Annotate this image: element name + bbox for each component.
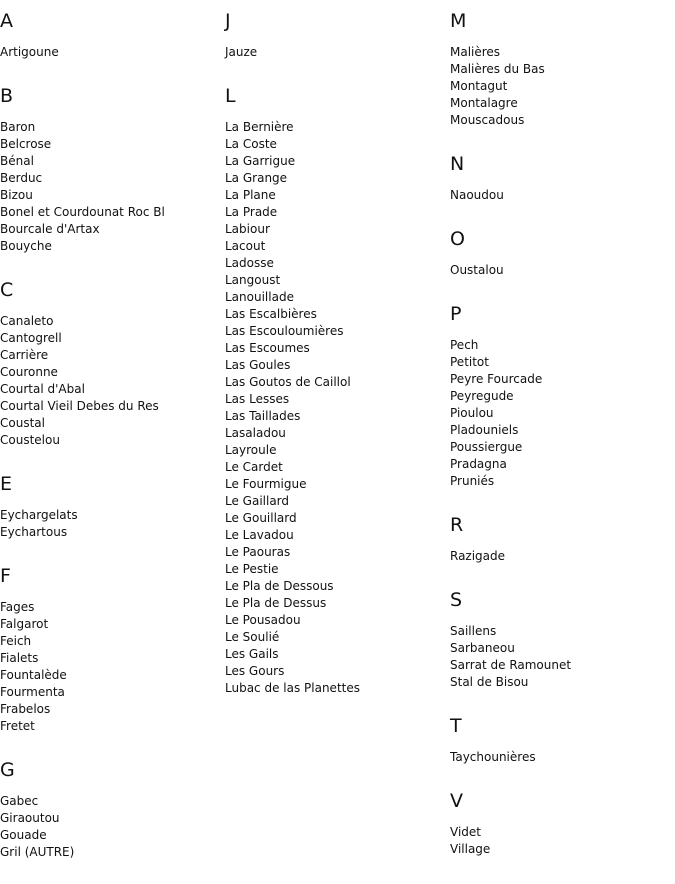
place-link[interactable]: Montagut — [450, 79, 508, 93]
place-link[interactable]: Le Cardet — [225, 460, 283, 474]
entry-list — [450, 623, 675, 691]
letter-heading: O — [450, 228, 465, 250]
letter-heading: V — [450, 790, 463, 812]
place-link[interactable]: Ladosse — [225, 256, 274, 270]
place-link[interactable]: Peyregude — [450, 389, 514, 403]
place-link[interactable]: Mouscadous — [450, 113, 525, 127]
place-link[interactable]: Berduc — [0, 171, 43, 185]
letter-group — [450, 789, 675, 858]
place-link[interactable]: Courtal Vieil Debes du Res — [0, 399, 159, 413]
entry-list — [450, 337, 675, 490]
place-link[interactable]: Lubac de las Planettes — [225, 681, 360, 695]
place-link[interactable]: Coustelou — [0, 433, 60, 447]
place-link[interactable]: Sarbaneou — [450, 641, 515, 655]
entry-list — [450, 187, 675, 204]
place-link[interactable]: Falgarot — [0, 617, 49, 631]
letter-heading: P — [450, 303, 462, 325]
letter-group — [450, 302, 675, 490]
place-link[interactable]: Las Escouloumières — [225, 324, 344, 338]
letter-heading: N — [450, 153, 465, 175]
place-link[interactable]: Frabelos — [0, 702, 51, 716]
place-link[interactable]: Village — [450, 842, 491, 856]
place-link[interactable]: Pech — [450, 338, 479, 352]
place-link[interactable]: Saillens — [450, 624, 497, 638]
place-link[interactable]: Las Escoumes — [225, 341, 310, 355]
entry-list — [0, 599, 225, 735]
letter-group — [450, 714, 675, 766]
entry-list — [225, 119, 450, 697]
place-link[interactable]: Carrière — [0, 348, 49, 362]
place-link[interactable]: Gabec — [0, 794, 39, 808]
place-link[interactable]: La Plane — [225, 188, 276, 202]
place-link[interactable]: Giraoutou — [0, 811, 60, 825]
place-link[interactable]: Las Escalbières — [225, 307, 317, 321]
index-column-1 — [0, 9, 225, 884]
letter-heading: E — [0, 473, 13, 495]
place-link[interactable]: Bénal — [0, 154, 34, 168]
place-link[interactable]: Le Lavadou — [225, 528, 294, 542]
place-link[interactable]: La Garrigue — [225, 154, 296, 168]
entry-list — [0, 44, 225, 61]
place-link[interactable]: La Grange — [225, 171, 288, 185]
letter-group — [225, 84, 450, 697]
place-link[interactable]: Pradagna — [450, 457, 507, 471]
letter-group — [225, 9, 450, 61]
place-link[interactable]: Poussiergue — [450, 440, 523, 454]
place-link[interactable]: Feich — [0, 634, 32, 648]
place-link[interactable]: Le Fourmigue — [225, 477, 307, 491]
place-link[interactable]: Malières du Bas — [450, 62, 545, 76]
place-link[interactable]: Bizou — [0, 188, 33, 202]
place-link[interactable]: Le Pla de Dessus — [225, 596, 327, 610]
letter-group — [0, 84, 225, 255]
letter-heading: M — [450, 10, 467, 32]
place-link[interactable]: Le Pla de Dessous — [225, 579, 334, 593]
place-link[interactable]: Layroule — [225, 443, 277, 457]
place-link[interactable]: Le Pestie — [225, 562, 279, 576]
place-link[interactable]: Belcrose — [0, 137, 52, 151]
place-link[interactable]: Les Gours — [225, 664, 285, 678]
letter-heading: R — [450, 514, 464, 536]
place-link[interactable]: Fretet — [0, 719, 35, 733]
place-link[interactable]: Le Gaillard — [225, 494, 290, 508]
place-link[interactable]: Eychargelats — [0, 508, 78, 522]
place-link[interactable]: Petitot — [450, 355, 489, 369]
letter-group — [0, 278, 225, 449]
entry-list — [225, 44, 450, 61]
place-link[interactable]: Bouyche — [0, 239, 52, 253]
place-link[interactable]: Pruniés — [450, 474, 495, 488]
entry-list — [450, 749, 675, 766]
place-link[interactable]: Gril (AUTRE) — [0, 845, 75, 859]
entry-list — [0, 313, 225, 449]
letter-group — [0, 564, 225, 735]
index-column-2 — [225, 9, 450, 720]
entry-list — [450, 44, 675, 129]
place-link[interactable]: Le Paouras — [225, 545, 291, 559]
place-link[interactable]: La Bernière — [225, 120, 294, 134]
place-link[interactable]: Fourmenta — [0, 685, 65, 699]
entry-list — [450, 548, 675, 565]
letter-group — [450, 227, 675, 279]
entry-list — [0, 119, 225, 255]
place-link[interactable]: Le Pousadou — [225, 613, 301, 627]
place-link[interactable]: Peyre Fourcade — [450, 372, 543, 386]
place-link[interactable]: Las Goutos de Caillol — [225, 375, 351, 389]
place-link[interactable]: Jauze — [225, 45, 258, 59]
place-link[interactable]: Les Gails — [225, 647, 279, 661]
place-link[interactable]: La Coste — [225, 137, 277, 151]
place-link[interactable]: La Prade — [225, 205, 278, 219]
place-link[interactable]: Las Goules — [225, 358, 291, 372]
letter-heading: J — [225, 10, 231, 32]
place-link[interactable]: Pladouniels — [450, 423, 519, 437]
letter-heading: B — [0, 85, 14, 107]
place-link[interactable]: Le Soulié — [225, 630, 280, 644]
place-link[interactable]: Fountalède — [0, 668, 67, 682]
place-link[interactable]: Sarrat de Ramounet — [450, 658, 572, 672]
place-link[interactable]: Fialets — [0, 651, 39, 665]
letter-heading: T — [450, 715, 462, 737]
place-link[interactable]: Couronne — [0, 365, 58, 379]
place-link[interactable]: Cantogrell — [0, 331, 62, 345]
letter-heading: F — [0, 565, 11, 587]
entry-list — [450, 824, 675, 858]
letter-heading: C — [0, 279, 14, 301]
place-link[interactable]: Gouade — [0, 828, 47, 842]
entry-list — [0, 793, 225, 861]
place-link[interactable]: Lacout — [225, 239, 266, 253]
place-link[interactable]: Naoudou — [450, 188, 504, 202]
entry-list — [0, 507, 225, 541]
place-link[interactable]: Videt — [450, 825, 481, 839]
place-link[interactable]: Oustalou — [450, 263, 504, 277]
letter-heading: L — [225, 85, 236, 107]
place-link[interactable]: Canaleto — [0, 314, 54, 328]
letter-group — [450, 9, 675, 129]
place-link[interactable]: Bonel et Courdounat Roc Bl — [0, 205, 165, 219]
entry-list — [450, 262, 675, 279]
index-column-3 — [450, 9, 675, 881]
place-link[interactable]: Baron — [0, 120, 36, 134]
place-link[interactable]: Courtal d'Abal — [0, 382, 85, 396]
place-link[interactable]: Labiour — [225, 222, 270, 236]
letter-group — [0, 9, 225, 61]
place-link[interactable]: Las Taillades — [225, 409, 301, 423]
place-link[interactable]: Le Gouillard — [225, 511, 297, 525]
place-link[interactable]: Stal de Bisou — [450, 675, 529, 689]
letter-group — [0, 758, 225, 861]
place-link[interactable]: Pioulou — [450, 406, 494, 420]
place-link[interactable]: Lasaladou — [225, 426, 286, 440]
place-link[interactable]: Montalagre — [450, 96, 518, 110]
letter-group — [450, 513, 675, 565]
letter-heading: G — [0, 759, 15, 781]
letter-heading: A — [0, 10, 13, 32]
place-link[interactable]: Langoust — [225, 273, 281, 287]
letter-group — [0, 472, 225, 541]
place-link[interactable]: Lanouillade — [225, 290, 294, 304]
place-link[interactable]: Eychartous — [0, 525, 68, 539]
place-link[interactable]: Malières — [450, 45, 501, 59]
letter-group — [450, 152, 675, 204]
place-link[interactable]: Razigade — [450, 549, 506, 563]
place-link[interactable]: Taychounières — [450, 750, 536, 764]
letter-group — [450, 588, 675, 691]
place-link[interactable]: Coustal — [0, 416, 45, 430]
place-link[interactable]: Fages — [0, 600, 35, 614]
place-link[interactable]: Artigoune — [0, 45, 59, 59]
letter-heading: S — [450, 589, 463, 611]
place-link[interactable]: Las Lesses — [225, 392, 290, 406]
place-link[interactable]: Bourcale d'Artax — [0, 222, 100, 236]
